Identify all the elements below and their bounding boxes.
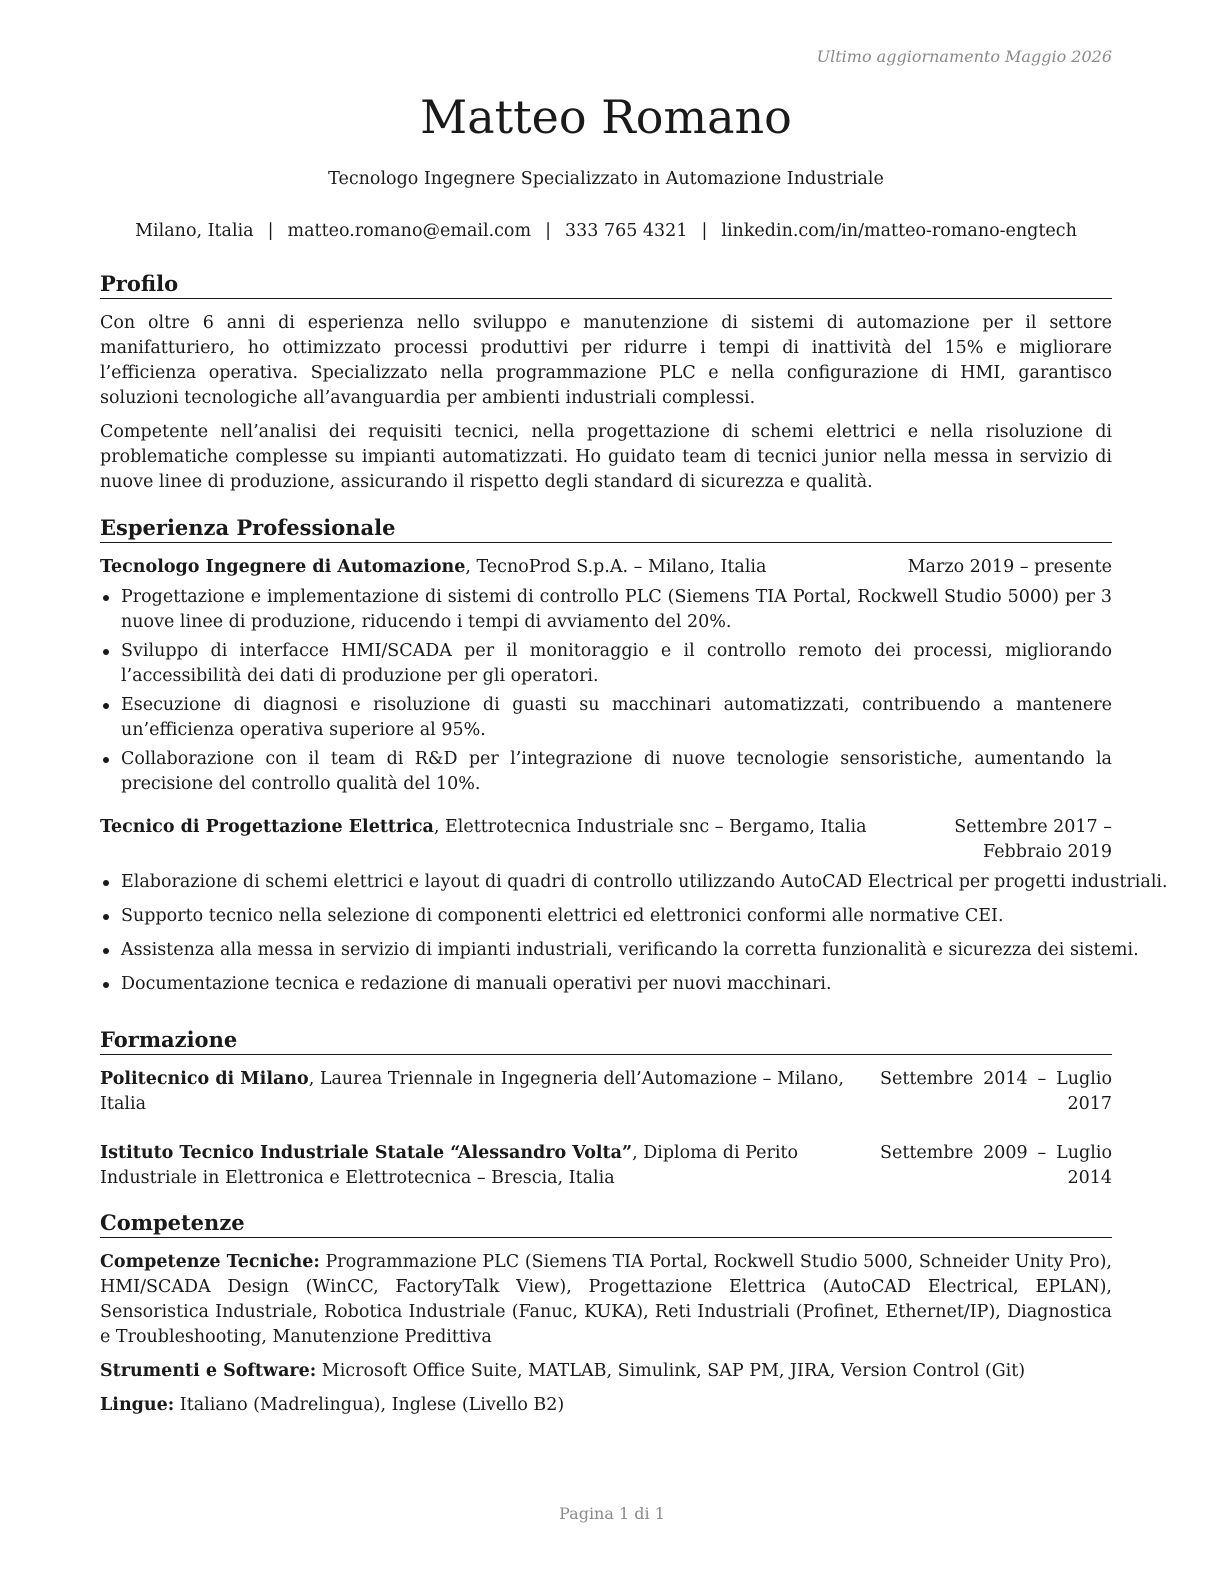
- education-dates: Settembre 2014 – Luglio 2017: [880, 1069, 1112, 1114]
- education-detail: , Diploma di Perito Industriale in Elettronica e Elettrotecnica – Brescia, Italia: [100, 1143, 798, 1188]
- candidate-tagline: Tecnologo Ingegnere Specializzato in Automazione Industriale: [328, 169, 884, 189]
- skill-value: Programmazione PLC (Siemens TIA Portal, Rockwell Studio 5000, Schneider Unity Pro), HMI/SCADA Design (WinCC, FactoryTalk View), Progettazione Elettrica (AutoCAD Electrical, EPLAN), Sensoristica Industriale, Robotica Industriale (Fanuc, KUKA), Reti Industriali (Profinet, Ethernet/IP), Diagnostica e Troubleshooting, Manutenzione Predittiva: [100, 1252, 1112, 1347]
- contact-separator: |: [701, 221, 708, 241]
- job-entry: [100, 815, 1168, 997]
- skill-value: Italiano (Madrelingua), Inglese (Livello B2): [174, 1395, 565, 1415]
- job-role: Tecnico di Progettazione Elettrica: [100, 817, 434, 837]
- job-bullet: Supporto tecnico nella selezione di componenti elettrici ed elettronici conformi alle normative CEI.: [100, 904, 1112, 929]
- job-bullet: Sviluppo di interfacce HMI/SCADA per il monitoraggio e il controllo remoto dei processi, migliorando l’accessibilità dei dati di produzione per gli operatori.: [100, 639, 1112, 689]
- job-role: Tecnologo Ingegnere di Automazione: [100, 557, 466, 577]
- education-entry: [100, 1067, 1112, 1117]
- contact-location: Milano, Italia: [135, 221, 254, 241]
- job-company: , Elettrotecnica Industriale snc – Bergamo, Italia: [433, 817, 867, 837]
- skill-line: [100, 1393, 1112, 1418]
- job-dates: Marzo 2019 – presente: [907, 557, 1112, 577]
- skill-line: [100, 1250, 1112, 1350]
- job-header: [100, 815, 1112, 865]
- skill-label: Competenze Tecniche:: [100, 1252, 320, 1272]
- education-school: Politecnico di Milano: [100, 1069, 309, 1089]
- skill-label: Strumenti e Software:: [100, 1361, 317, 1381]
- education-entry: [100, 1141, 1112, 1191]
- skill-line: [100, 1359, 1112, 1384]
- job-header: [100, 555, 1112, 580]
- profile-paragraph: Con oltre 6 anni di esperienza nello sviluppo e manutenzione di sistemi di automazione per il settore manifatturiero, ho ottimizzato processi produttivi per ridurre i tempi di inattività del 15% e migliorare l’efficienza operativa. Specializzato nella programmazione PLC e nella configurazione di HMI, garantisco soluzioni tecnologiche all’avanguardia per ambienti industriali complessi.: [100, 313, 1112, 408]
- education-section: [100, 1026, 1112, 1191]
- skills-section: [100, 1209, 1112, 1427]
- contact-separator: |: [545, 221, 551, 241]
- job-entry: [100, 555, 1112, 797]
- education-dates: Settembre 2009 – Luglio 2014: [880, 1143, 1112, 1188]
- section-title-skills: Competenze: [100, 1209, 1112, 1238]
- page-number: Pagina 1 di 1: [559, 1504, 665, 1523]
- job-bullet: Progettazione e implementazione di sistemi di controllo PLC (Siemens TIA Portal, Rockwell Studio 5000) per 3 nuove linee di produzione, riducendo i tempi di avviamento del 20%.: [100, 585, 1112, 635]
- education-detail: , Laurea Triennale in Ingegneria dell’Automazione – Milano, Italia: [100, 1069, 844, 1114]
- job-bullet: Collaborazione con il team di R&D per l’integrazione di nuove tecnologie sensoristiche, aumentando la precisione del controllo qualità del 10%.: [100, 747, 1112, 797]
- job-bullet: Esecuzione di diagnosi e risoluzione di guasti su macchinari automatizzati, contribuendo a mantenere un’efficienza operativa superiore al 95%.: [100, 693, 1112, 743]
- skill-value: Microsoft Office Suite, MATLAB, Simulink, SAP PM, JIRA, Version Control (Git): [316, 1361, 1026, 1381]
- contact-phone: 333 765 4321: [564, 221, 688, 241]
- candidate-name: Matteo Romano: [420, 90, 792, 144]
- job-bullet: Elaborazione di schemi elettrici e layout di quadri di controllo utilizzando AutoCAD Electrical per progetti industriali.: [100, 870, 1112, 895]
- experience-section: [100, 514, 1168, 1006]
- profile-paragraph: Competente nell’analisi dei requisiti tecnici, nella progettazione di schemi elettrici e nella risoluzione di problematiche complesse su impianti automatizzati. Ho guidato team di tecnici junior nella messa in servizio di nuove linee di produzione, assicurando il rispetto degli standard di sicurezza e qualità.: [100, 422, 1112, 492]
- job-bullets: [100, 585, 1112, 797]
- job-bullets: [100, 870, 1168, 997]
- job-company: , TecnoProd S.p.A. – Milano, Italia: [465, 557, 767, 577]
- section-title-education: Formazione: [100, 1026, 1112, 1055]
- contact-linkedin[interactable]: linkedin.com/in/matteo-romano-engtech: [721, 221, 1077, 241]
- job-bullet: Documentazione tecnica e redazione di manuali operativi per nuovi macchinari.: [100, 972, 1112, 997]
- contact-line: [100, 219, 1112, 244]
- skill-label: Lingue:: [100, 1395, 175, 1415]
- section-title-profile: Profilo: [100, 270, 1112, 299]
- last-updated: Ultimo aggiornamento Maggio 2026: [816, 47, 1112, 66]
- job-dates: Settembre 2017 – Febbraio 2019: [954, 817, 1112, 862]
- education-school: Istituto Tecnico Industriale Statale “Alessandro Volta”: [100, 1143, 633, 1163]
- contact-separator: |: [267, 221, 274, 241]
- profile-section: [100, 270, 1112, 504]
- section-title-experience: Esperienza Professionale: [100, 514, 1112, 543]
- job-bullet: Assistenza alla messa in servizio di impianti industriali, verificando la corretta funzionalità e sicurezza dei sistemi.: [100, 938, 1112, 963]
- contact-email[interactable]: matteo.romano@email.com: [287, 221, 532, 241]
